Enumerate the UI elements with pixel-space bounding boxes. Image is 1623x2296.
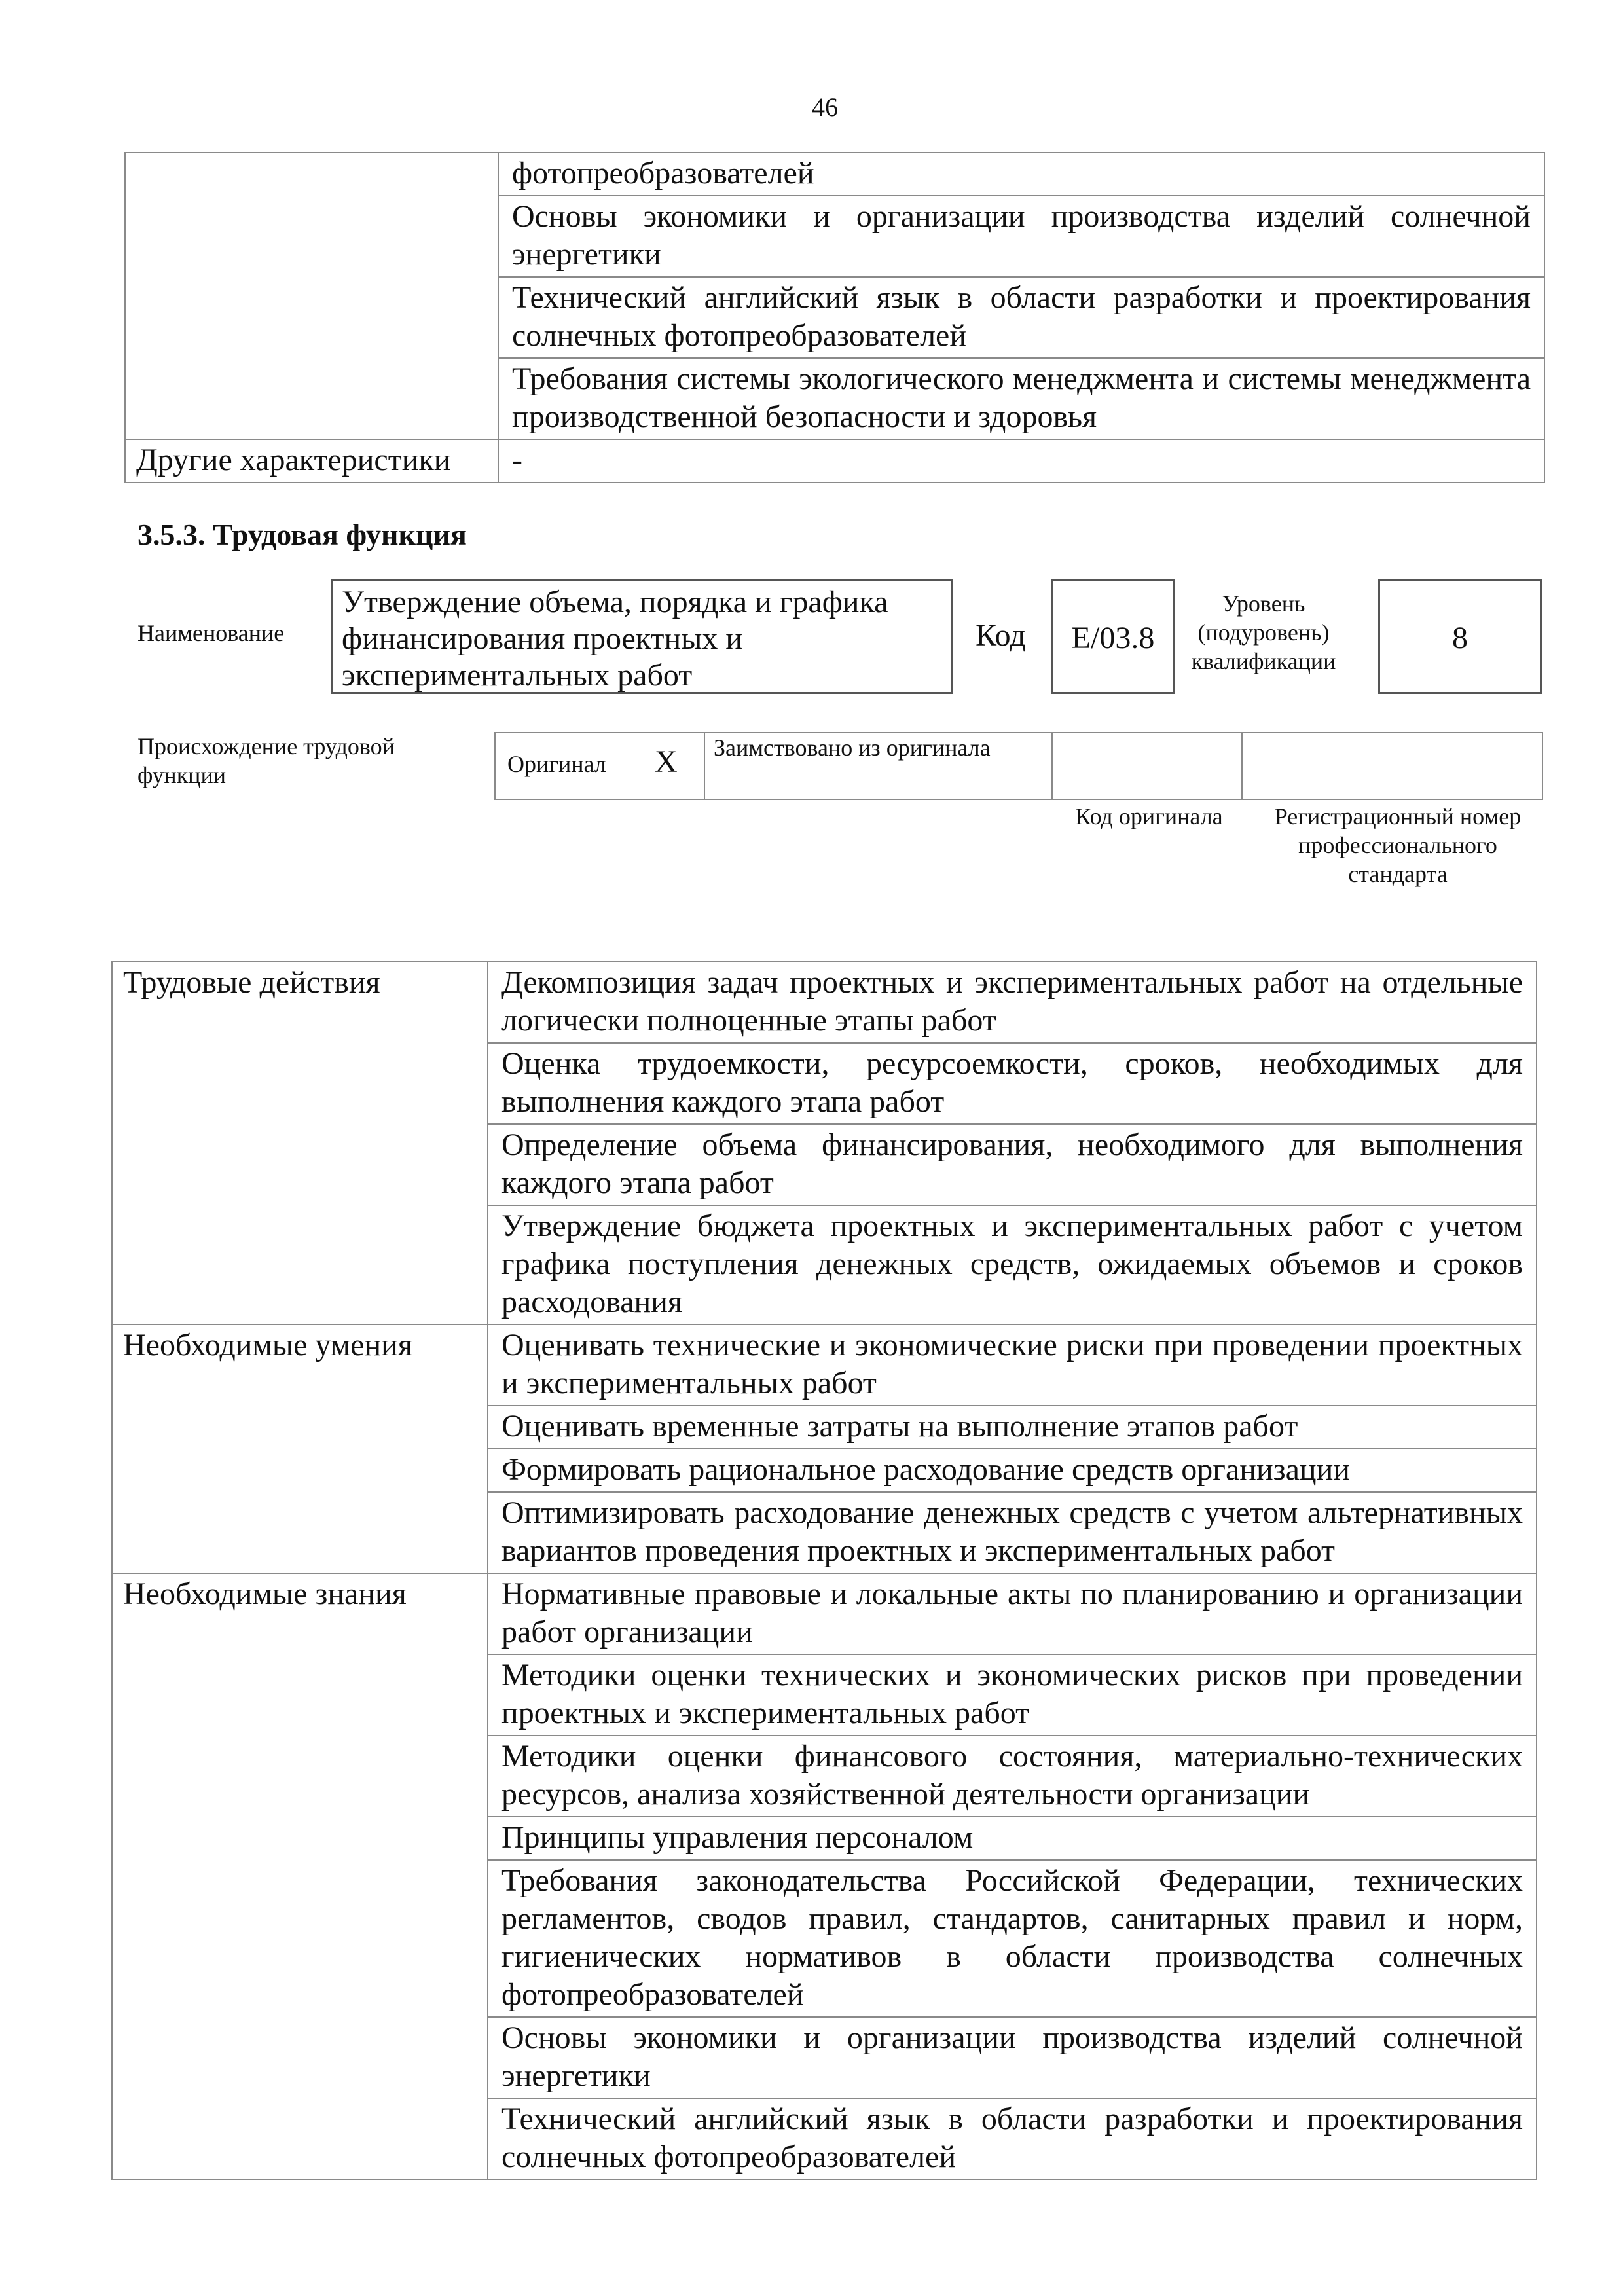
list-item: Оценивать временные затраты на выполнение этапов работ	[488, 1406, 1537, 1449]
list-item: Основы экономики и организации производства изделий солнечной энергетики	[498, 196, 1544, 277]
code-original-cell	[1051, 732, 1243, 800]
original-mark: X	[655, 744, 678, 779]
main-table	[111, 961, 1537, 2180]
other-characteristics-value: -	[498, 439, 1544, 483]
code-value: E/03.8	[1071, 621, 1155, 655]
origin-label: Происхождение трудовой функции	[137, 733, 395, 788]
list-item: Требования системы экологического менеджмента и системы менеджмента производственной безопасности и здоровья	[498, 358, 1544, 439]
level-value: 8	[1452, 621, 1468, 655]
list-item: Принципы управления персоналом	[488, 1817, 1537, 1860]
borrowed-label: Заимствовано из оригинала	[714, 735, 991, 761]
list-item: Требования законодательства Российской Федерации, технических регламентов, сводов правил, стандартов, санитарных правил и норм, гигиенических нормативов в области производства солнечных фотопреобразователей	[488, 1860, 1537, 2017]
list-item: Формировать рациональное расходование средств организации	[488, 1449, 1537, 1492]
list-item: фотопреобразователей	[498, 153, 1544, 196]
code-original-caption: Код оригинала	[1075, 803, 1223, 829]
labor-actions-label: Трудовые действия	[112, 962, 488, 1324]
list-item: Оценивать технические и экономические риски при проведении проектных и экспериментальных работ	[488, 1324, 1537, 1406]
name-value: Утверждение объема, порядка и графика финансирования проектных и экспериментальных работ	[342, 585, 888, 693]
name-label: Наименование	[137, 620, 285, 646]
list-item: Оптимизировать расходование денежных средств с учетом альтернативных вариантов проведения проектных и экспериментальных работ	[488, 1492, 1537, 1573]
table-row	[125, 153, 1544, 196]
level-box	[1378, 579, 1542, 694]
top-table	[124, 152, 1545, 483]
code-label: Код	[976, 618, 1026, 653]
level-label: Уровень (подуровень) квалификации	[1191, 591, 1336, 674]
list-item: Методики оценки технических и экономических рисков при проведении проектных и экспериментальных работ	[488, 1654, 1537, 1736]
table-row	[112, 1324, 1537, 1406]
list-item: Основы экономики и организации производства изделий солнечной энергетики	[488, 2017, 1537, 2098]
table-row	[112, 962, 1537, 1043]
registration-number-caption: Регистрационный номер профессионального стандарта	[1274, 803, 1522, 887]
code-box	[1051, 579, 1175, 694]
list-item: Оценка трудоемкости, ресурсоемкости, сроков, необходимых для выполнения каждого этапа работ	[488, 1043, 1537, 1124]
empty-label-cell	[125, 153, 498, 439]
table-row	[125, 439, 1544, 483]
required-skills-label: Необходимые умения	[112, 1324, 488, 1573]
list-item: Утверждение бюджета проектных и экспериментальных работ с учетом графика поступления денежных средств, ожидаемых объемов и сроков расходования	[488, 1205, 1537, 1324]
section-title: 3.5.3. Трудовая функция	[137, 518, 467, 551]
list-item: Декомпозиция задач проектных и экспериментальных работ на отдельные логически полноценные этапы работ	[488, 962, 1537, 1043]
name-box	[331, 579, 953, 694]
list-item: Технический английский язык в области разработки и проектирования солнечных фотопреобразователей	[488, 2098, 1537, 2179]
page-number: 46	[812, 92, 838, 122]
list-item: Определение объема финансирования, необходимого для выполнения каждого этапа работ	[488, 1124, 1537, 1205]
list-item: Нормативные правовые и локальные акты по планированию и организации работ организации	[488, 1573, 1537, 1654]
list-item: Методики оценки финансового состояния, материально-технических ресурсов, анализа хозяйственной деятельности организации	[488, 1736, 1537, 1817]
table-row	[112, 1573, 1537, 1654]
other-characteristics-label: Другие характеристики	[125, 439, 498, 483]
list-item: Технический английский язык в области разработки и проектирования солнечных фотопреобразователей	[498, 277, 1544, 358]
required-knowledge-label: Необходимые знания	[112, 1573, 488, 2179]
original-label: Оригинал	[507, 751, 606, 777]
